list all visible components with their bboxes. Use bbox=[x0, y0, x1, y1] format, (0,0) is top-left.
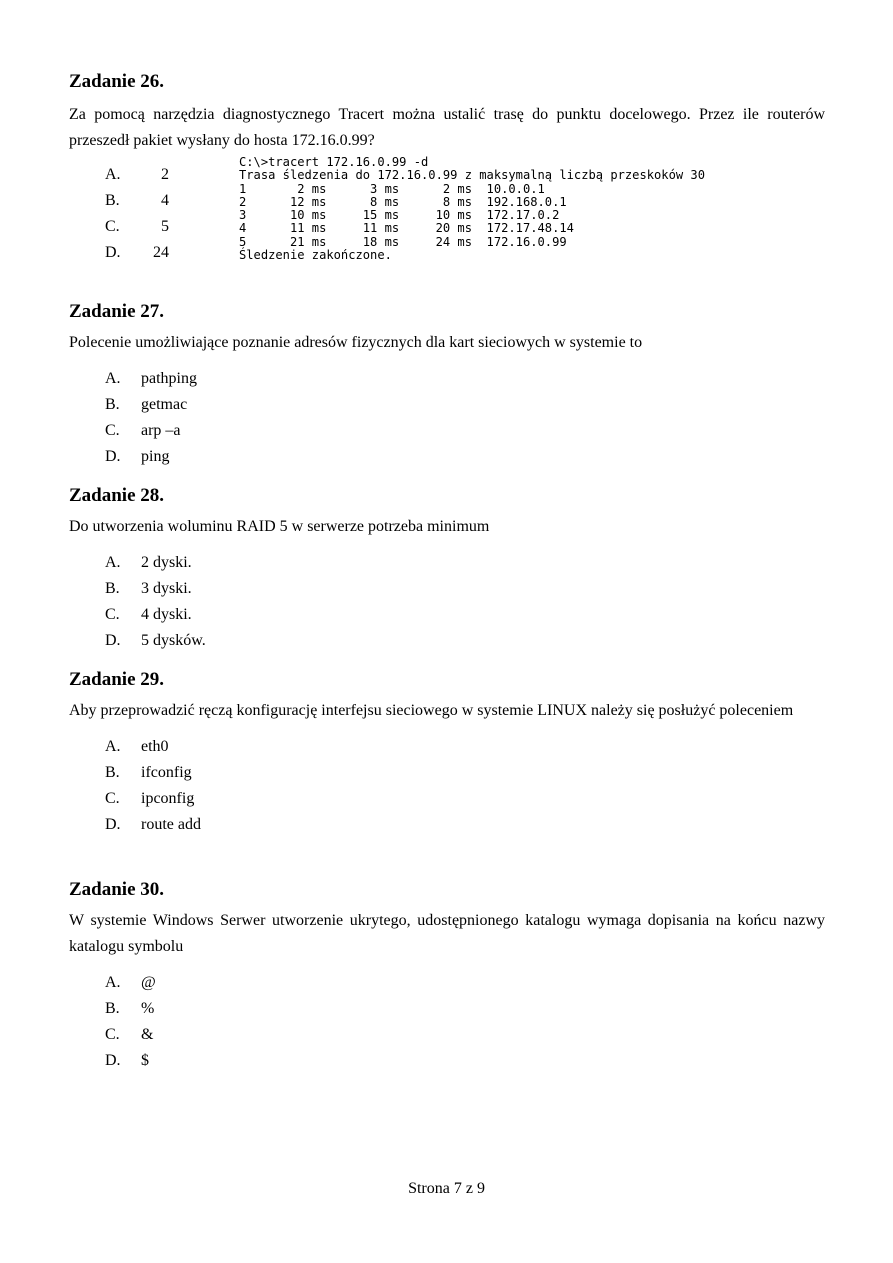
answer-text: route add bbox=[141, 816, 201, 833]
task-30 bbox=[69, 878, 825, 1074]
answer-text: arp –a bbox=[141, 422, 181, 439]
task-title: Zadanie 27. bbox=[69, 301, 165, 322]
answer-option-b bbox=[69, 392, 825, 418]
answer-option-c bbox=[69, 602, 825, 628]
console-line: Śledzenie zakończone. bbox=[239, 248, 392, 263]
console-line: 4 11 ms 11 ms 20 ms 172.17.48.14 bbox=[239, 221, 574, 236]
answer-list bbox=[69, 550, 825, 654]
answer-option-b bbox=[69, 996, 825, 1022]
console-line: 1 2 ms 3 ms 2 ms 10.0.0.1 bbox=[239, 181, 545, 196]
answer-letter: D. bbox=[105, 244, 121, 261]
console-line: 3 10 ms 15 ms 10 ms 172.17.0.2 bbox=[239, 208, 560, 223]
answer-letter: B. bbox=[105, 580, 120, 597]
answer-text: 5 bbox=[161, 218, 169, 235]
question-text: Aby przeprowadzić ręczą konfigurację interfejsu sieciowego w systemie LINUX należy się posłużyć poleceniem bbox=[69, 702, 794, 719]
answer-letter: A. bbox=[105, 974, 121, 991]
answer-text: 24 bbox=[153, 244, 169, 261]
answer-option-a bbox=[69, 162, 239, 188]
answer-list bbox=[69, 366, 825, 470]
answer-option-a bbox=[69, 734, 825, 760]
page-number-footer: Strona 7 z 9 bbox=[408, 1180, 485, 1197]
answer-text: 4 dyski. bbox=[141, 606, 192, 623]
answer-letter: A. bbox=[105, 370, 121, 387]
answer-letter: C. bbox=[105, 790, 120, 807]
task-title: Zadanie 28. bbox=[69, 485, 165, 506]
answer-letter: D. bbox=[105, 816, 121, 833]
task-title: Zadanie 29. bbox=[69, 669, 165, 690]
answer-list bbox=[69, 162, 239, 266]
answer-text: ipconfig bbox=[141, 790, 195, 807]
console-line: 2 12 ms 8 ms 8 ms 192.168.0.1 bbox=[239, 194, 567, 209]
answer-letter: C. bbox=[105, 606, 120, 623]
answer-option-b bbox=[69, 760, 825, 786]
answer-letter: A. bbox=[105, 738, 121, 755]
answer-text: 4 bbox=[161, 192, 169, 209]
question-text: W systemie Windows Serwer utworzenie ukrytego, udostępnionego katalogu wymaga dopisania na końcu nazwy katalogu symbolu bbox=[69, 912, 825, 955]
answers-and-console bbox=[69, 155, 825, 266]
answer-letter: C. bbox=[105, 422, 120, 439]
answer-option-c bbox=[69, 214, 239, 240]
answer-letter: B. bbox=[105, 1000, 120, 1017]
answer-option-a bbox=[69, 970, 825, 996]
answer-text: % bbox=[141, 1000, 155, 1017]
answer-letter: C. bbox=[105, 218, 120, 235]
question-text: Do utworzenia woluminu RAID 5 w serwerze potrzeba minimum bbox=[69, 518, 490, 535]
question-text: Za pomocą narzędzia diagnostycznego Tracert można ustalić trasę do punktu docelowego. Przez ile routerów przeszedł pakiet wysłany do hosta 172.16.0.99? bbox=[69, 106, 825, 149]
answer-letter: B. bbox=[105, 396, 120, 413]
answer-text: ping bbox=[141, 448, 170, 465]
answer-text: @ bbox=[141, 974, 156, 991]
answer-letter: D. bbox=[105, 1052, 121, 1069]
task-27 bbox=[69, 300, 825, 470]
answer-text: eth0 bbox=[141, 738, 169, 755]
task-title: Zadanie 26. bbox=[69, 71, 165, 92]
answer-letter: D. bbox=[105, 632, 121, 649]
answer-text: pathping bbox=[141, 370, 197, 387]
answer-text: 3 dyski. bbox=[141, 580, 192, 597]
answer-option-a bbox=[69, 366, 825, 392]
answer-text: ifconfig bbox=[141, 764, 192, 781]
answer-text: & bbox=[141, 1026, 154, 1043]
answer-option-d bbox=[69, 1048, 825, 1074]
answer-option-d bbox=[69, 240, 239, 266]
answer-letter: B. bbox=[105, 192, 120, 209]
answer-letter: A. bbox=[105, 166, 121, 183]
answer-option-c bbox=[69, 786, 825, 812]
console-line: Trasa śledzenia do 172.16.0.99 z maksymalną liczbą przeskoków 30 bbox=[239, 168, 705, 183]
answer-option-d bbox=[69, 628, 825, 654]
answer-letter: B. bbox=[105, 764, 120, 781]
answer-text: getmac bbox=[141, 396, 188, 413]
task-title: Zadanie 30. bbox=[69, 879, 165, 900]
answer-option-c bbox=[69, 1022, 825, 1048]
answer-text: 5 dysków. bbox=[141, 632, 206, 649]
task-28 bbox=[69, 484, 825, 654]
tracert-console-output bbox=[239, 156, 705, 266]
answer-text: 2 dyski. bbox=[141, 554, 192, 571]
answer-option-a bbox=[69, 550, 825, 576]
console-line: 5 21 ms 18 ms 24 ms 172.16.0.99 bbox=[239, 234, 567, 249]
answer-list bbox=[69, 970, 825, 1074]
answer-option-d bbox=[69, 444, 825, 470]
answer-option-b bbox=[69, 188, 239, 214]
answer-option-d bbox=[69, 812, 825, 838]
answer-letter: A. bbox=[105, 554, 121, 571]
answer-text: 2 bbox=[161, 166, 169, 183]
answer-letter: C. bbox=[105, 1026, 120, 1043]
question-text: Polecenie umożliwiające poznanie adresów fizycznych dla kart sieciowych w systemie to bbox=[69, 334, 643, 351]
answer-option-c bbox=[69, 418, 825, 444]
answer-letter: D. bbox=[105, 448, 121, 465]
task-26 bbox=[69, 70, 825, 266]
task-29 bbox=[69, 668, 825, 838]
answer-option-b bbox=[69, 576, 825, 602]
answer-text: $ bbox=[141, 1052, 149, 1069]
answer-list bbox=[69, 734, 825, 838]
console-line: C:\>tracert 172.16.0.99 -d bbox=[239, 155, 429, 169]
